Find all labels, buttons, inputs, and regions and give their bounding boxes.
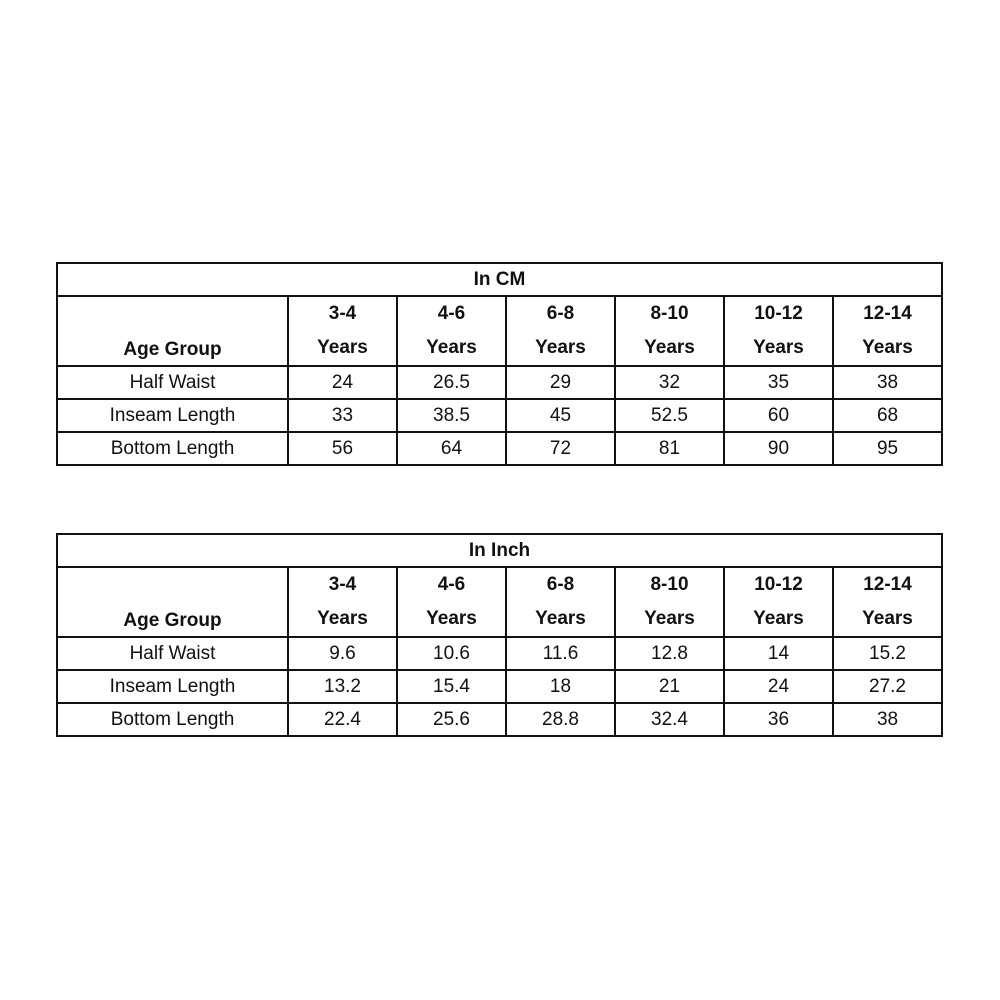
table-cell: 12.8	[615, 637, 724, 670]
row-label: Half Waist	[57, 366, 288, 399]
table-cell: 95	[833, 432, 942, 465]
table-row	[57, 670, 942, 703]
age-unit: Years	[862, 337, 913, 358]
table-cell: 32.4	[615, 703, 724, 736]
age-range: 6-8	[546, 303, 575, 324]
table-row	[57, 399, 942, 432]
table-cell: 56	[288, 432, 397, 465]
table-cell: 45	[506, 399, 615, 432]
age-range: 12-14	[863, 574, 912, 595]
table-cell: 10.6	[397, 637, 506, 670]
table-cell: 27.2	[833, 670, 942, 703]
table-cell: 52.5	[615, 399, 724, 432]
age-unit: Years	[535, 337, 586, 358]
age-range: 3-4	[328, 303, 357, 324]
table-cell: 72	[506, 432, 615, 465]
row-label: Inseam Length	[57, 670, 288, 703]
age-range: 12-14	[863, 303, 912, 324]
age-unit: Years	[535, 608, 586, 629]
column-header	[397, 296, 506, 366]
table-cell: 14	[724, 637, 833, 670]
table-cell: 15.2	[833, 637, 942, 670]
age-range: 8-10	[650, 303, 689, 324]
header-row	[57, 296, 942, 366]
column-header	[833, 296, 942, 366]
table-cell: 24	[288, 366, 397, 399]
column-header	[288, 567, 397, 637]
column-header	[833, 567, 942, 637]
table-row	[57, 637, 942, 670]
age-unit: Years	[426, 608, 477, 629]
table-cell: 28.8	[506, 703, 615, 736]
table-cell: 32	[615, 366, 724, 399]
age-range: 10-12	[754, 574, 803, 595]
table-cell: 22.4	[288, 703, 397, 736]
row-label: Bottom Length	[57, 703, 288, 736]
table-cell: 64	[397, 432, 506, 465]
table-cell: 24	[724, 670, 833, 703]
row-label: Half Waist	[57, 637, 288, 670]
table-cell: 15.4	[397, 670, 506, 703]
column-header	[615, 296, 724, 366]
size-chart-table-inch	[56, 533, 943, 737]
age-group-label: Age Group	[57, 296, 288, 366]
age-range: 10-12	[754, 303, 803, 324]
age-unit: Years	[317, 608, 368, 629]
table-cell: 29	[506, 366, 615, 399]
table-cell: 26.5	[397, 366, 506, 399]
table-cell: 81	[615, 432, 724, 465]
table-row	[57, 366, 942, 399]
age-range: 8-10	[650, 574, 689, 595]
row-label: Bottom Length	[57, 432, 288, 465]
age-unit: Years	[753, 608, 804, 629]
column-header	[288, 296, 397, 366]
table-cell: 11.6	[506, 637, 615, 670]
row-label: Inseam Length	[57, 399, 288, 432]
header-row	[57, 567, 942, 637]
size-chart-table-cm	[56, 262, 943, 466]
table-cell: 38	[833, 366, 942, 399]
age-range: 6-8	[546, 574, 575, 595]
age-unit: Years	[644, 337, 695, 358]
table-cell: 25.6	[397, 703, 506, 736]
age-unit: Years	[317, 337, 368, 358]
table-cell: 38.5	[397, 399, 506, 432]
column-header	[397, 567, 506, 637]
column-header	[724, 567, 833, 637]
table-title: In CM	[57, 263, 942, 296]
table-cell: 90	[724, 432, 833, 465]
table-cell: 35	[724, 366, 833, 399]
table-cell: 68	[833, 399, 942, 432]
column-header	[506, 296, 615, 366]
age-range: 4-6	[437, 574, 466, 595]
table-cell: 60	[724, 399, 833, 432]
age-group-label: Age Group	[57, 567, 288, 637]
table-row	[57, 703, 942, 736]
table-cell: 21	[615, 670, 724, 703]
table-cell: 9.6	[288, 637, 397, 670]
column-header	[615, 567, 724, 637]
table-title: In Inch	[57, 534, 942, 567]
age-unit: Years	[426, 337, 477, 358]
table-cell: 36	[724, 703, 833, 736]
table-row	[57, 432, 942, 465]
age-unit: Years	[862, 608, 913, 629]
table-cell: 38	[833, 703, 942, 736]
table-cell: 33	[288, 399, 397, 432]
age-unit: Years	[753, 337, 804, 358]
column-header	[506, 567, 615, 637]
column-header	[724, 296, 833, 366]
age-range: 4-6	[437, 303, 466, 324]
table-cell: 13.2	[288, 670, 397, 703]
age-unit: Years	[644, 608, 695, 629]
table-cell: 18	[506, 670, 615, 703]
age-range: 3-4	[328, 574, 357, 595]
